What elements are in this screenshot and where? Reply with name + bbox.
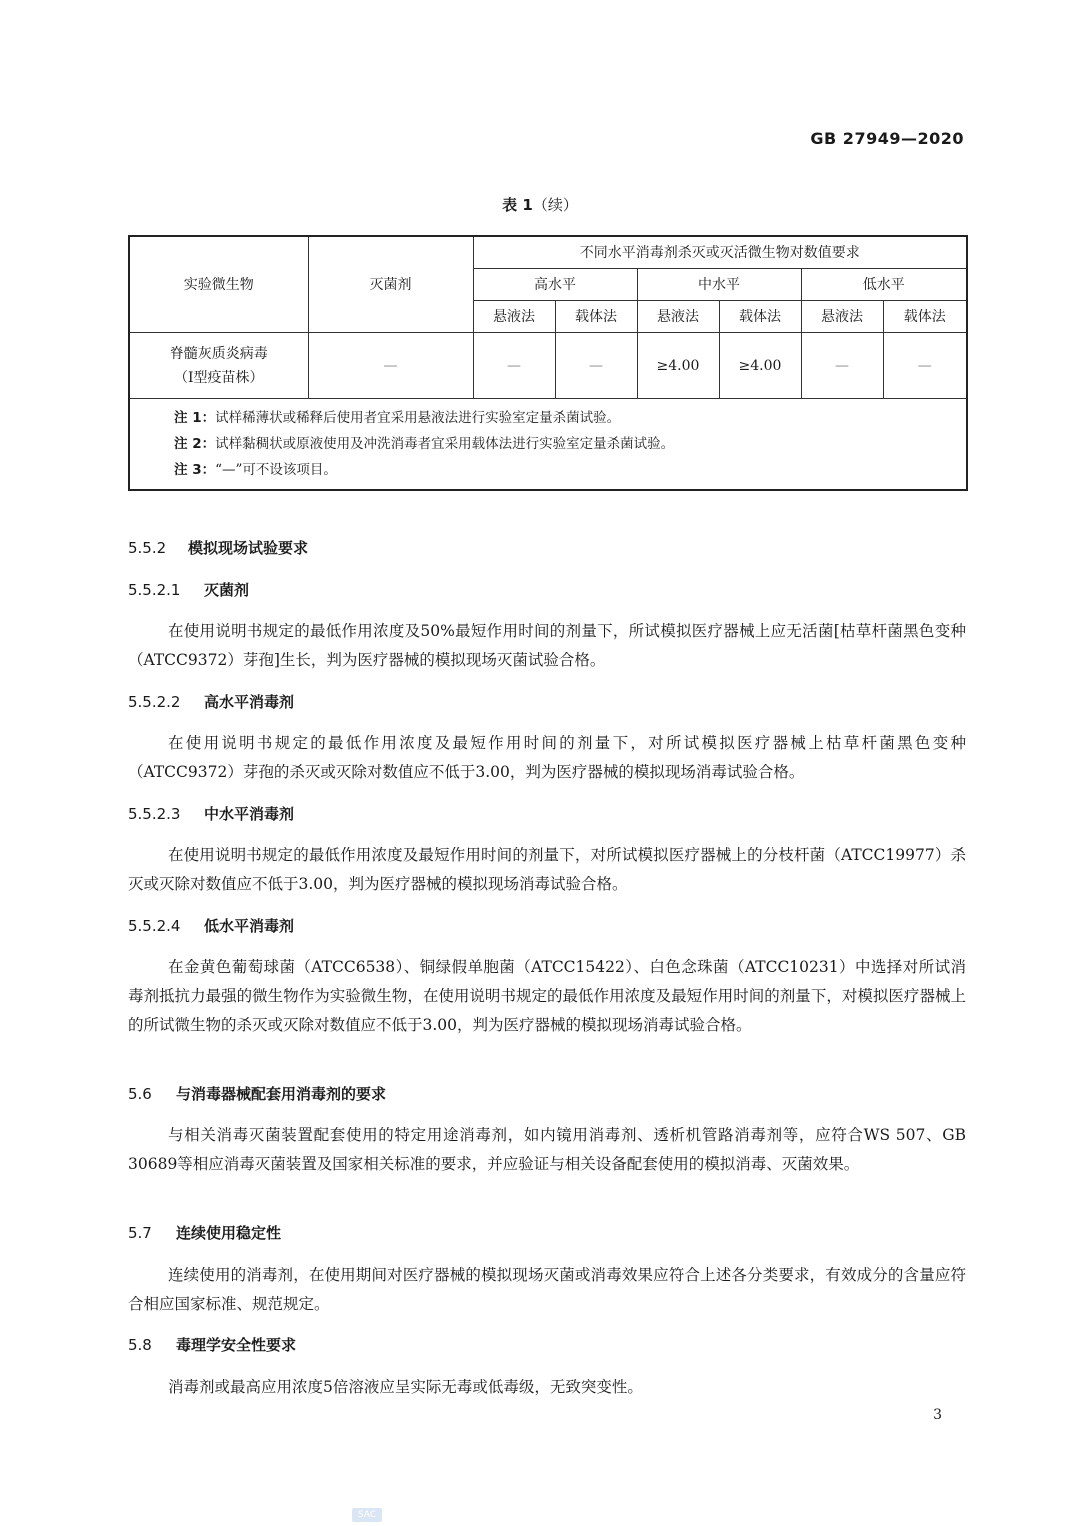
table-caption-suffix: （续） bbox=[532, 196, 578, 214]
table-caption-label: 表 1 bbox=[502, 196, 533, 214]
table-cell: — bbox=[801, 333, 883, 399]
section-title: 低水平消毒剂 bbox=[204, 917, 295, 935]
header-method: 载体法 bbox=[555, 301, 637, 333]
note-text: 试样稀薄状或稀释后使用者宜采用悬液法进行实验室定量杀菌试验。 bbox=[215, 410, 621, 426]
section-number: 5.8 bbox=[128, 1336, 152, 1354]
header-sterilant: 灭菌剂 bbox=[308, 236, 473, 333]
header-method: 悬液法 bbox=[801, 301, 883, 333]
note-label: 注 3： bbox=[174, 462, 216, 478]
table-note bbox=[174, 405, 966, 431]
table-cell: ≥4.00 bbox=[637, 333, 719, 399]
table-cell: — bbox=[883, 333, 967, 399]
note-text: 试样黏稠状或原液使用及冲洗消毒者宜采用载体法进行实验室定量杀菌试验。 bbox=[215, 436, 675, 452]
header-log-requirement: 不同水平消毒剂杀灭或灭活微生物对数值要求 bbox=[473, 236, 967, 269]
page-number: 3 bbox=[933, 1407, 942, 1423]
section-title: 灭菌剂 bbox=[204, 581, 250, 599]
section-heading bbox=[128, 1334, 296, 1355]
section-number: 5.5.2.4 bbox=[128, 917, 181, 935]
paragraph: 在使用说明书规定的最低作用浓度及50%最短作用时间的剂量下，所试模拟医疗器械上应无活菌[枯草杆菌黑色变种（ATCC9372）芽孢]生长，判为医疗器械的模拟现场灭菌试验合格。 bbox=[128, 622, 966, 669]
section-number: 5.5.2.2 bbox=[128, 693, 181, 711]
section-heading bbox=[128, 1083, 386, 1104]
table-cell: — bbox=[555, 333, 637, 399]
table-note bbox=[174, 431, 966, 457]
paragraph: 与相关消毒灭菌装置配套使用的特定用途消毒剂，如内镜用消毒剂、透析机管路消毒剂等，应符合WS 507、GB 30689等相应消毒灭菌装置及国家相关标准的要求，并应验证与相关设备配套使用的模拟消毒、灭菌效果。 bbox=[128, 1126, 966, 1173]
section-heading bbox=[128, 691, 294, 712]
section-title: 高水平消毒剂 bbox=[204, 693, 295, 711]
header-method: 载体法 bbox=[883, 301, 967, 333]
paragraph: 在使用说明书规定的最低作用浓度及最短作用时间的剂量下，对所试模拟医疗器械上的分枝杆菌（ATCC19977）杀灭或灭除对数值应不低于3.00，判为医疗器械的模拟现场消毒试验合格。 bbox=[128, 846, 966, 893]
table-cell: — bbox=[473, 333, 555, 399]
section-number: 5.5.2.3 bbox=[128, 805, 181, 823]
note-label: 注 1： bbox=[174, 410, 216, 426]
header-method: 悬液法 bbox=[473, 301, 555, 333]
section-title: 连续使用稳定性 bbox=[176, 1224, 282, 1242]
paragraph: 消毒剂或最高应用浓度5倍溶液应呈实际无毒或低毒级，无致突变性。 bbox=[168, 1378, 643, 1396]
requirements-table bbox=[128, 235, 968, 491]
row-microbe-cell bbox=[129, 333, 308, 399]
row-microbe-name: 脊髓灰质炎病毒 bbox=[169, 345, 268, 362]
header-mid-level: 中水平 bbox=[637, 269, 801, 301]
section-heading bbox=[128, 1222, 281, 1243]
note-label: 注 2： bbox=[174, 436, 216, 452]
table-cell: ≥4.00 bbox=[719, 333, 801, 399]
section-heading bbox=[128, 537, 308, 558]
section-number: 5.6 bbox=[128, 1085, 152, 1103]
table-caption bbox=[0, 194, 1080, 215]
watermark-logo: SAC bbox=[352, 1508, 382, 1522]
standard-code: GB 27949—2020 bbox=[810, 129, 964, 148]
note-text: “—”可不设该项目。 bbox=[215, 462, 337, 478]
header-high-level: 高水平 bbox=[473, 269, 637, 301]
header-microbe: 实验微生物 bbox=[129, 236, 308, 333]
header-method: 载体法 bbox=[719, 301, 801, 333]
header-method: 悬液法 bbox=[637, 301, 719, 333]
section-heading bbox=[128, 915, 294, 936]
section-number: 5.5.2 bbox=[128, 539, 167, 557]
row-microbe-strain: （Ⅰ型疫苗株） bbox=[173, 369, 264, 386]
table-notes bbox=[129, 399, 967, 491]
section-number: 5.7 bbox=[128, 1224, 152, 1242]
table-cell: — bbox=[308, 333, 473, 399]
table-note bbox=[174, 457, 966, 483]
paragraph: 在金黄色葡萄球菌（ATCC6538）、铜绿假单胞菌（ATCC15422）、白色念珠菌（ATCC10231）中选择对所试消毒剂抵抗力最强的微生物作为实验微生物，在使用说明书规定的最低作用浓度及最短作用时间的剂量下，对模拟医疗器械上的所试微生物的杀灭或灭除对数值应不低于3.00，判为医疗器械的模拟现场消毒试验合格。 bbox=[128, 958, 966, 1034]
section-title: 与消毒器械配套用消毒剂的要求 bbox=[176, 1085, 387, 1103]
section-title: 模拟现场试验要求 bbox=[188, 539, 309, 557]
header-low-level: 低水平 bbox=[801, 269, 967, 301]
paragraph: 在使用说明书规定的最低作用浓度及最短作用时间的剂量下，对所试模拟医疗器械上枯草杆菌黑色变种（ATCC9372）芽孢的杀灭或灭除对数值应不低于3.00，判为医疗器械的模拟现场消毒试验合格。 bbox=[128, 734, 966, 781]
section-heading bbox=[128, 579, 249, 600]
section-title: 中水平消毒剂 bbox=[204, 805, 295, 823]
section-title: 毒理学安全性要求 bbox=[176, 1336, 297, 1354]
section-heading bbox=[128, 803, 294, 824]
section-number: 5.5.2.1 bbox=[128, 581, 181, 599]
paragraph: 连续使用的消毒剂，在使用期间对医疗器械的模拟现场灭菌或消毒效果应符合上述各分类要求，有效成分的含量应符合相应国家标准、规范规定。 bbox=[128, 1266, 966, 1313]
